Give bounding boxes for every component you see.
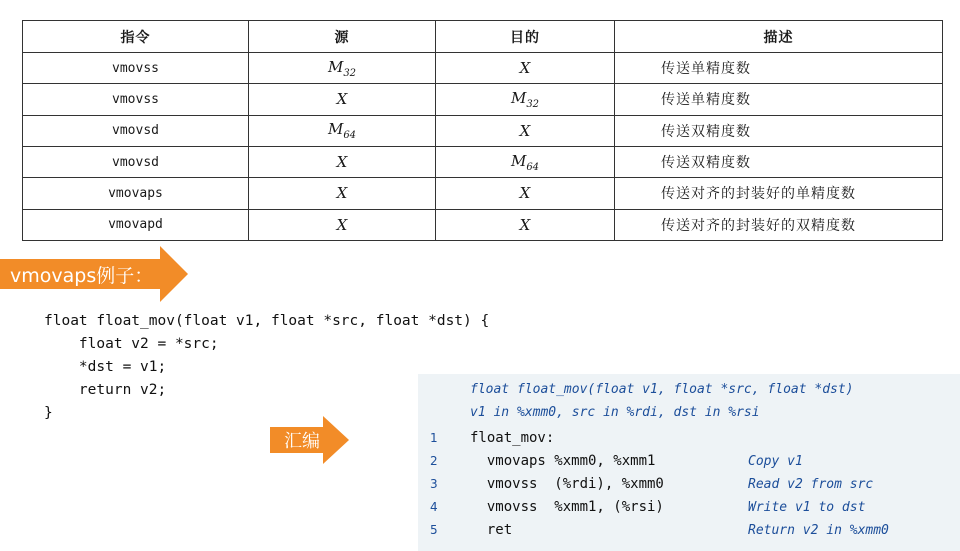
cell-source: X (249, 178, 436, 209)
table-row (23, 84, 943, 115)
cell-instruction: vmovsd (23, 146, 249, 177)
table-row (23, 209, 943, 240)
table-row (23, 115, 943, 146)
cell-instruction: vmovss (23, 84, 249, 115)
example-callout-arrow (0, 246, 188, 302)
header-source: 源 (249, 21, 436, 53)
line-number: 2 (430, 454, 438, 468)
cell-description: 传送对齐的封装好的单精度数 (615, 178, 943, 209)
assembly-comment: Copy v1 (748, 454, 803, 469)
assembly-code: ret (470, 522, 513, 538)
assembly-comment: Write v1 to dst (748, 500, 866, 515)
cell-description: 传送单精度数 (615, 53, 943, 84)
cell-instruction: vmovaps (23, 178, 249, 209)
assembly-comment: Read v2 from src (748, 477, 874, 492)
cell-instruction: vmovss (23, 53, 249, 84)
table-body (23, 53, 943, 241)
assembly-code: float_mov: (470, 430, 555, 446)
assembly-header-registers: v1 in %xmm0, src in %rdi, dst in %rsi (470, 405, 760, 420)
c-line: float float_mov(float v1, float *src, float *dst) { (44, 313, 490, 329)
cell-description: 传送双精度数 (615, 115, 943, 146)
c-line: } (44, 405, 53, 421)
header-instruction: 指令 (23, 21, 249, 53)
assembly-arrow-head (323, 416, 349, 464)
table-row (23, 178, 943, 209)
cell-instruction: vmovsd (23, 115, 249, 146)
line-number: 5 (430, 523, 438, 537)
assembly-code: vmovaps %xmm0, %xmm1 (470, 453, 656, 469)
example-arrow-head (160, 246, 188, 302)
cell-source: X (249, 209, 436, 240)
table-row (23, 53, 943, 84)
cell-description: 传送双精度数 (615, 146, 943, 177)
assembly-callout-arrow (270, 416, 349, 464)
cell-description: 传送单精度数 (615, 84, 943, 115)
c-line: float v2 = *src; (44, 336, 219, 352)
cell-destination: X (436, 209, 615, 240)
assembly-code: vmovss %xmm1, (%rsi) (470, 499, 664, 515)
assembly-comment: Return v2 in %xmm0 (748, 523, 889, 538)
cell-destination: $M_{32}$ (436, 84, 615, 115)
table-row (23, 146, 943, 177)
line-number: 3 (430, 477, 438, 491)
assembly-listing (418, 374, 960, 551)
assembly-line (418, 519, 960, 542)
cell-instruction: vmovapd (23, 209, 249, 240)
assembly-header-signature: float float_mov(float v1, float *src, float *dst) (470, 382, 854, 397)
line-number: 1 (430, 431, 438, 445)
cell-destination: X (436, 178, 615, 209)
assembly-line (418, 473, 960, 496)
assembly-code: vmovss (%rdi), %xmm0 (470, 476, 664, 492)
assembly-line (418, 427, 960, 450)
assembly-callout-label: 汇编 (270, 427, 324, 453)
cell-source: $M_{32}$ (249, 53, 436, 84)
line-number: 4 (430, 500, 438, 514)
assembly-line (418, 450, 960, 473)
cell-source: X (249, 84, 436, 115)
c-line: return v2; (44, 382, 167, 398)
cell-destination: X (436, 53, 615, 84)
cell-destination: X (436, 115, 615, 146)
table-header-row (23, 21, 943, 53)
cell-source: $M_{64}$ (249, 115, 436, 146)
header-description: 描述 (615, 21, 943, 53)
c-line: *dst = v1; (44, 359, 167, 375)
assembly-line (418, 496, 960, 519)
cell-destination: $M_{64}$ (436, 146, 615, 177)
instruction-table (22, 20, 943, 241)
header-destination: 目的 (436, 21, 615, 53)
cell-source: X (249, 146, 436, 177)
example-callout-label: vmovaps例子： (0, 259, 161, 289)
cell-description: 传送对齐的封装好的双精度数 (615, 209, 943, 240)
